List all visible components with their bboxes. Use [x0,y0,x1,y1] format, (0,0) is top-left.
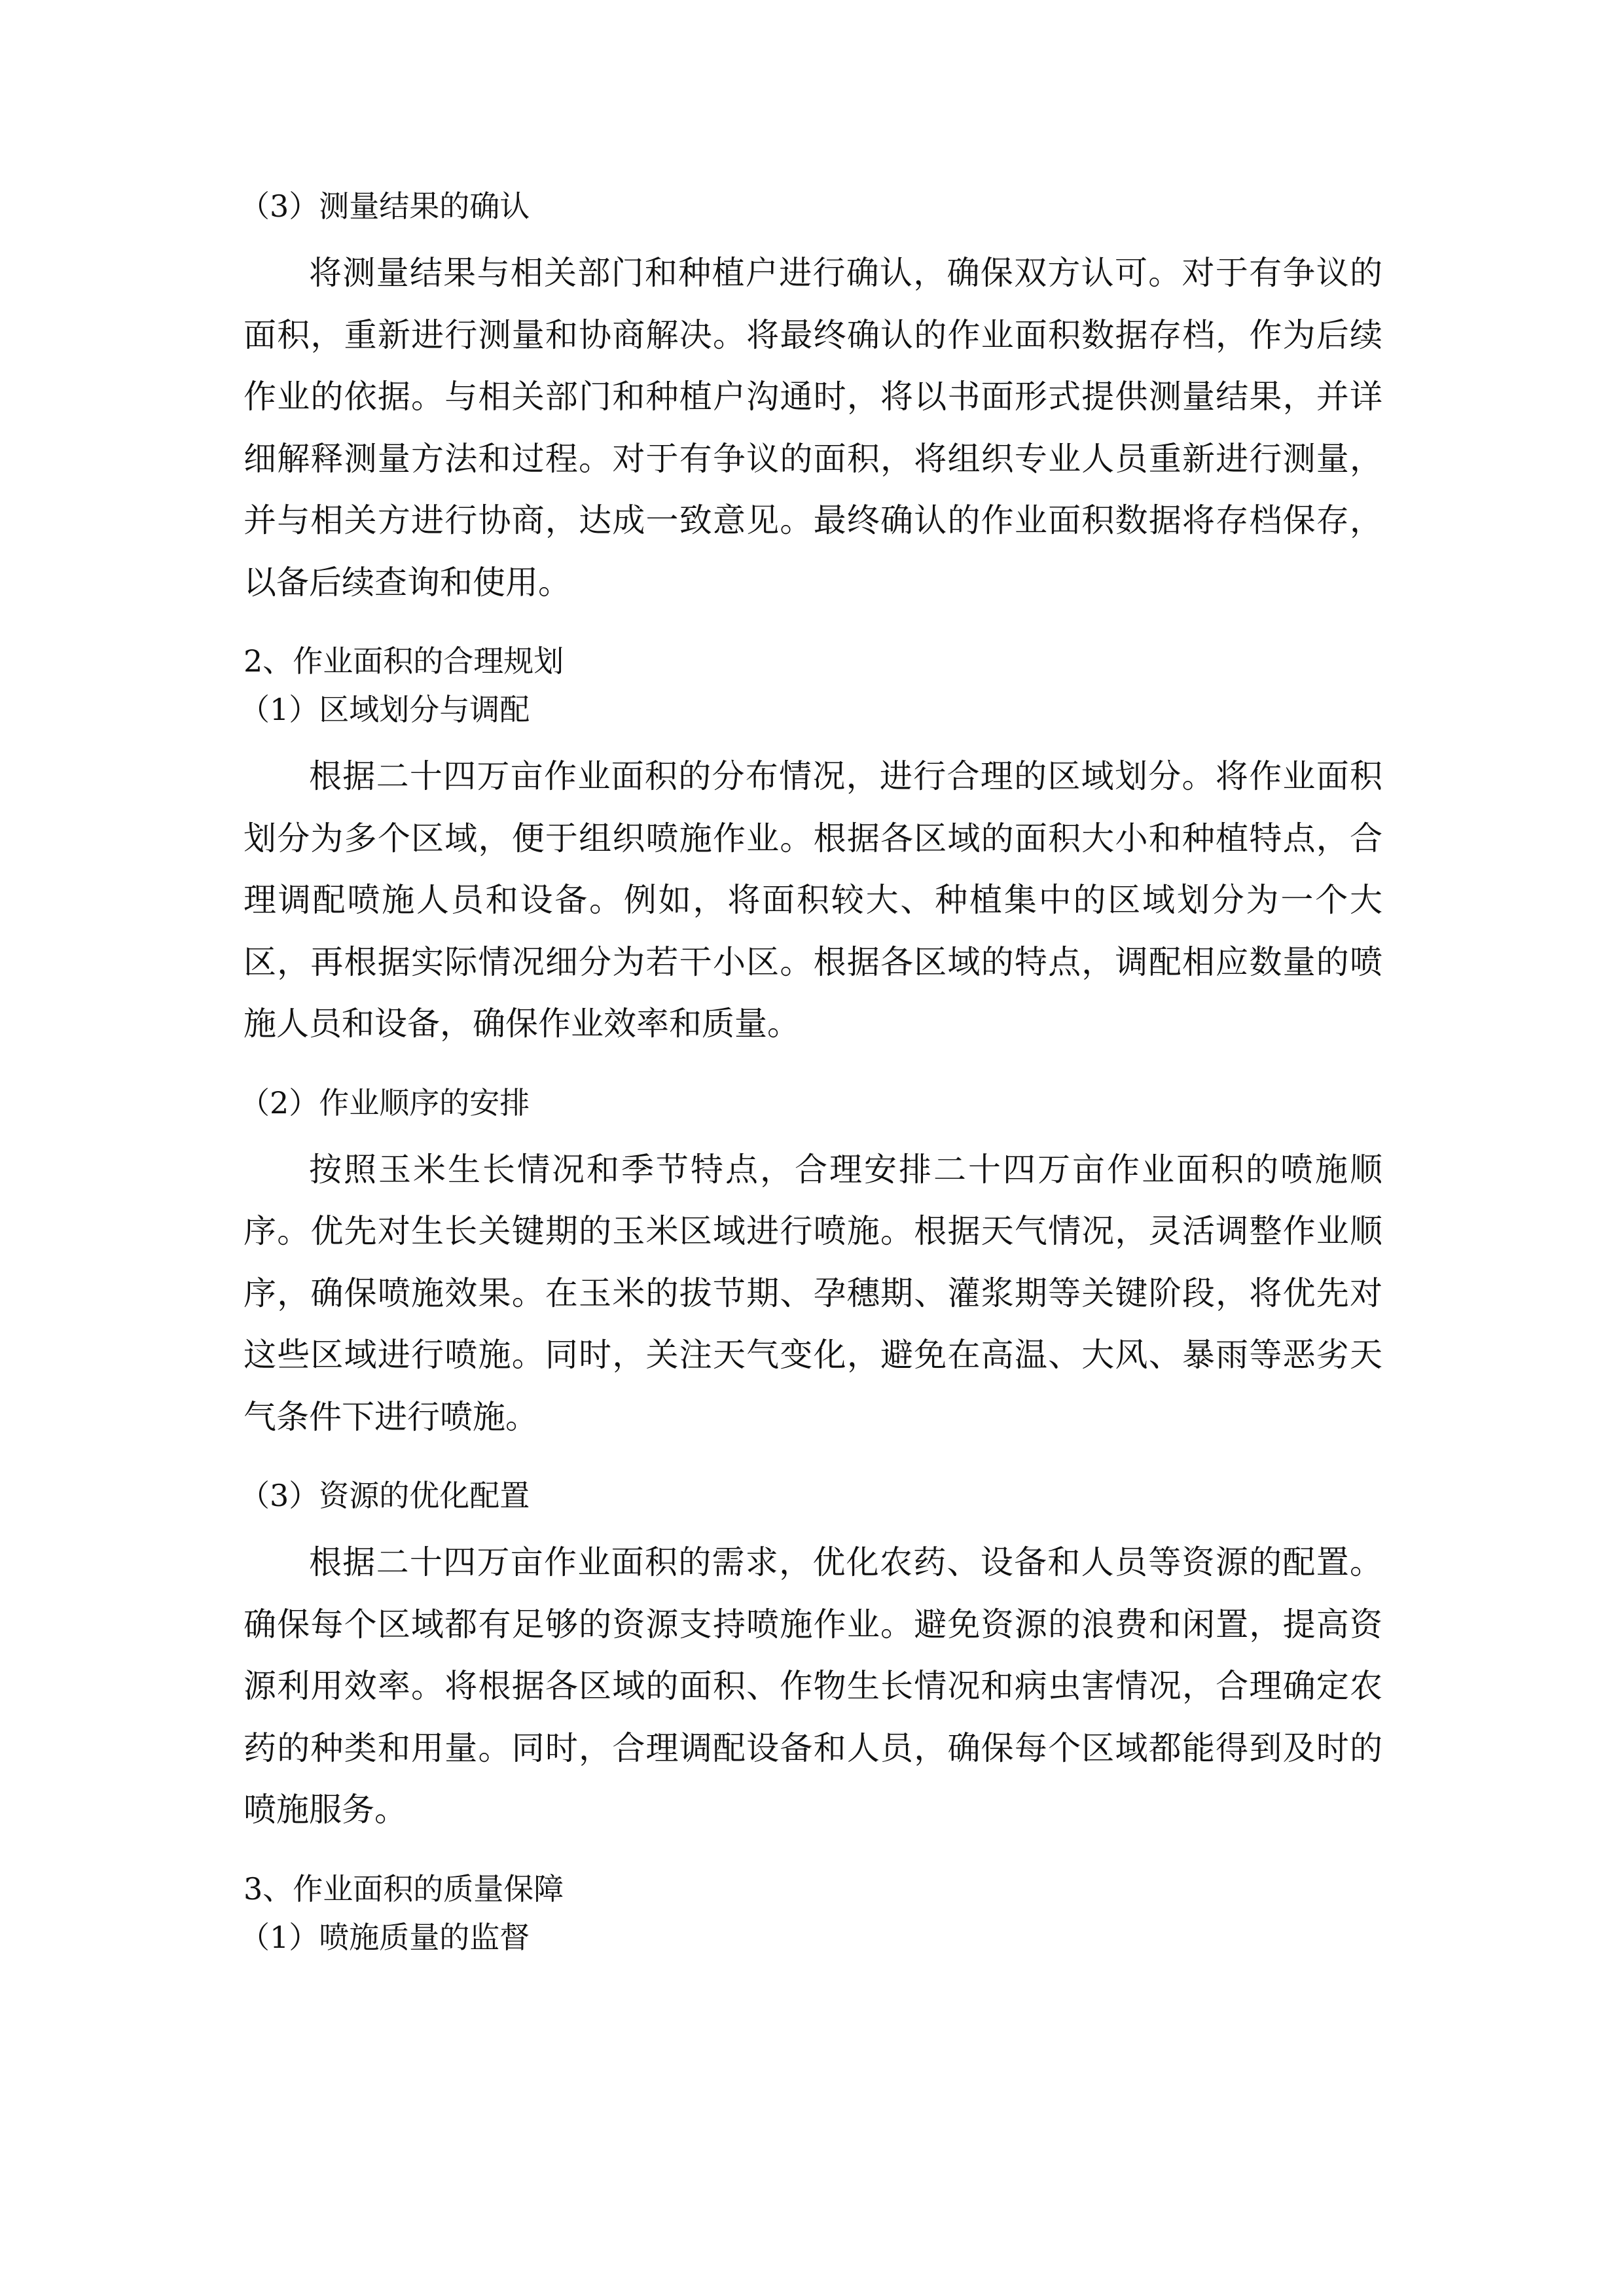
section-heading-area-planning: 2、作业面积的合理规划 [244,643,564,679]
paragraph-region-division: 根据二十四万亩作业面积的分布情况，进行合理的区域划分。将作业面积划分为多个区域，便于组织喷施作业。根据各区域的面积大小和种植特点，合理调配喷施人员和设备。例如，将面积较大、种植集中的区域划分为一个大区，再根据实际情况细分为若干小区。根据各区域的特点，调配相应数量的喷施人员和设备，确保作业效率和质量。 [244,757,1382,1043]
paragraph-measurement-confirmation: 将测量结果与相关部门和种植户进行确认，确保双方认可。对于有争议的面积，重新进行测量和协商解决。将最终确认的作业面积数据存档，作为后续作业的依据。与相关部门和种植户沟通时，将以书面形式提供测量结果，并详细解释测量方法和过程。对于有争议的面积，将组织专业人员重新进行测量，并与相关方进行协商，达成一致意见。最终确认的作业面积数据将存档保存，以备后续查询和使用。 [244,254,1382,601]
subsection-heading-spray-quality-supervision: （1）喷施质量的监督 [240,1919,530,1955]
subsection-heading-work-order: （2）作业顺序的安排 [240,1085,530,1121]
subsection-heading-resource-allocation: （3）资源的优化配置 [240,1478,530,1513]
paragraph-work-order: 按照玉米生长情况和季节特点，合理安排二十四万亩作业面积的喷施顺序。优先对生长关键期的玉米区域进行喷施。根据天气情况，灵活调整作业顺序，确保喷施效果。在玉米的拔节期、孕穗期、灌浆期等关键阶段，将优先对这些区域进行喷施。同时，关注天气变化，避免在高温、大风、暴雨等恶劣天气条件下进行喷施。 [244,1150,1382,1436]
document-body [240,182,1382,1962]
section-heading-measurement-confirmation: （3）测量结果的确认 [240,188,530,224]
section-heading-quality-assurance: 3、作业面积的质量保障 [244,1871,564,1907]
subsection-heading-region-division: （1）区域划分与调配 [240,692,530,727]
paragraph-resource-allocation: 根据二十四万亩作业面积的需求，优化农药、设备和人员等资源的配置。确保每个区域都有足够的资源支持喷施作业。避免资源的浪费和闲置，提高资源利用效率。将根据各区域的面积、作物生长情况和病虫害情况，合理确定农药的种类和用量。同时，合理调配设备和人员，确保每个区域都能得到及时的喷施服务。 [244,1543,1382,1829]
